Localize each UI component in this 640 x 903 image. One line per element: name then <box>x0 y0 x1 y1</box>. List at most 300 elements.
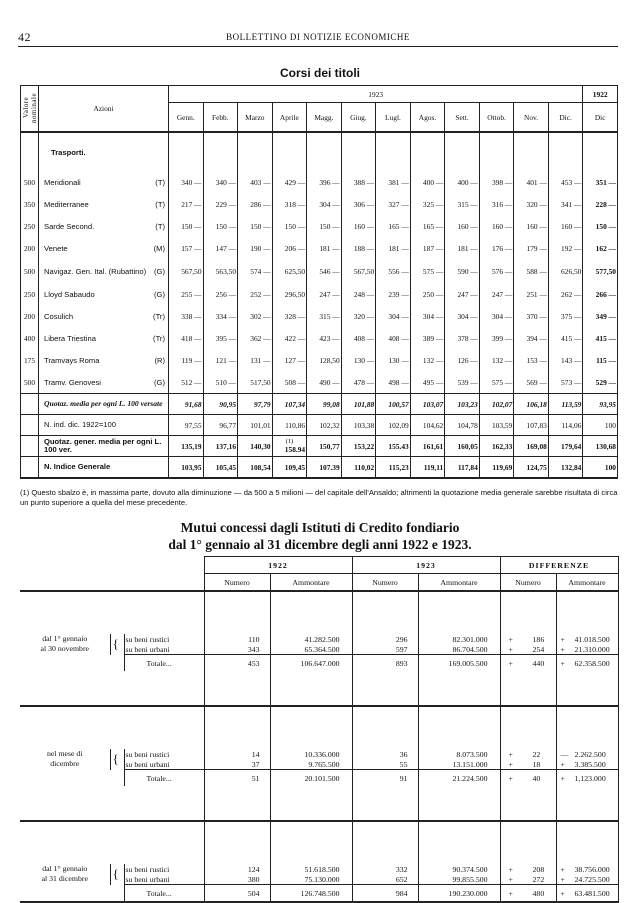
summary-value: 103,95 <box>181 462 202 472</box>
month-header: Dic. <box>548 103 583 133</box>
group-1922: 1922 <box>204 557 352 574</box>
stock-name <box>39 215 169 237</box>
price-cell: 130 — <box>341 349 376 371</box>
ammontare-diff <box>556 759 618 770</box>
stock-row <box>21 305 618 327</box>
summary-label: N. ind. dic. 1922=100 <box>39 415 169 436</box>
summary-value: 110,02 <box>354 462 375 472</box>
valore-cell: 500 <box>21 371 39 394</box>
price-cell: 375 — <box>548 305 583 327</box>
blank-corner <box>20 557 204 592</box>
spacer-row <box>20 821 618 864</box>
diff-sign: + <box>508 874 513 884</box>
valore-cell: 250 <box>21 283 39 305</box>
price-cell: 126 — <box>445 349 480 371</box>
price-cell: 252 — <box>238 283 273 305</box>
stock-name <box>39 371 169 394</box>
summary-value: 103,38 <box>353 420 375 430</box>
spacer-row <box>20 591 618 634</box>
diff-sign: + <box>560 759 565 769</box>
loan-kind: su beni urbani <box>124 759 204 770</box>
ammontare-1922: 51.618.500 <box>270 864 352 874</box>
numero-1922: 51 <box>204 770 270 787</box>
stock-exchange-code: (Tr) <box>153 311 165 321</box>
price-cell: 539 — <box>445 371 480 394</box>
summary-cell <box>445 457 480 479</box>
summary-value: 107.39 <box>319 462 340 472</box>
summary-cell <box>307 415 342 436</box>
valore-cell: 200 <box>21 305 39 327</box>
summary-value: 107,83 <box>526 420 547 430</box>
summary-value: 130,68 <box>595 441 616 451</box>
price-cell: 176 — <box>479 237 514 259</box>
diff-value: 18 <box>532 759 541 769</box>
price-cell: 453 — <box>548 171 583 193</box>
price-cell: 247 — <box>479 283 514 305</box>
price-cell: 206 — <box>272 237 307 259</box>
summary-value: 137,16 <box>215 441 237 451</box>
summary-value: 114,06 <box>561 420 582 430</box>
summary-cell <box>307 394 342 415</box>
price-cell: 160 — <box>341 215 376 237</box>
summary-cell <box>548 415 583 436</box>
ammontare-diff <box>556 655 618 672</box>
stock-name-text: Navigaz. Gen. Ital. (Rubattino) <box>44 266 147 276</box>
ammontare-1923: 13.151.000 <box>418 759 500 770</box>
diff-value: 440 <box>532 658 545 668</box>
summary-cell <box>307 436 342 457</box>
summary-cell <box>272 436 307 457</box>
price-cell: 239 — <box>376 283 411 305</box>
price-cell: 381 — <box>376 171 411 193</box>
section-row <box>21 132 618 171</box>
price-cell: 316 — <box>479 193 514 215</box>
price-cell: 248 — <box>341 283 376 305</box>
summary-value: 119,11 <box>423 462 444 472</box>
header-rule <box>18 46 618 47</box>
price-cell: 304 — <box>479 305 514 327</box>
period-label <box>20 864 110 885</box>
ammontare-1922: 65.364.500 <box>270 644 352 655</box>
price-cell: 132 — <box>410 349 445 371</box>
summary-cell <box>238 415 273 436</box>
price-cell: 160 — <box>445 215 480 237</box>
price-cell: 217 — <box>169 193 204 215</box>
ammontare-1922: 75.130.000 <box>270 874 352 885</box>
ammontare-1922: 126.748.500 <box>270 885 352 903</box>
summary-cell <box>479 436 514 457</box>
price-cell: 546 — <box>307 259 342 283</box>
group-differenze: DIFFERENZE <box>500 557 618 574</box>
summary-cell <box>514 436 549 457</box>
loan-row <box>20 770 618 787</box>
stock-row <box>21 327 618 349</box>
summary-row <box>21 457 618 479</box>
summary-value: 150,77 <box>319 441 340 451</box>
loan-row <box>20 634 618 644</box>
table2-title <box>0 519 640 553</box>
price-cell: 398 — <box>479 171 514 193</box>
summary-value: 96,77 <box>219 420 237 430</box>
diff-sign: + <box>560 634 565 644</box>
summary-value: 100,57 <box>388 399 409 409</box>
numero-1923: 55 <box>352 759 418 770</box>
stock-row <box>21 237 618 259</box>
price-cell: 370 — <box>514 305 549 327</box>
summary-cell <box>479 457 514 479</box>
summary-value: 110,86 <box>285 420 306 430</box>
price-cell: 262 — <box>548 283 583 305</box>
summary-value: 101,88 <box>353 399 375 409</box>
summary-cell <box>341 436 376 457</box>
stock-name-text: Sarde Second. <box>44 221 95 231</box>
numero-1923: 91 <box>352 770 418 787</box>
stock-name-text: Mediterranee <box>44 199 89 209</box>
price-cell: 395 — <box>203 327 238 349</box>
stock-name-text: Libera Triestina <box>44 333 96 343</box>
spacer-row <box>20 706 618 749</box>
price-cell: 567,50 <box>169 259 204 283</box>
stock-prices-body <box>21 132 618 478</box>
valore-cell: 350 <box>21 193 39 215</box>
ammontare-diff <box>556 644 618 655</box>
summary-value: 119,69 <box>492 462 513 472</box>
price-cell: 498 — <box>376 371 411 394</box>
diff-sign: + <box>560 864 565 874</box>
summary-label: Quotaz. gener. media per ogni L. 100 ver. <box>39 436 169 457</box>
valore-cell: 175 <box>21 349 39 371</box>
stock-name <box>39 171 169 193</box>
diff-value: 272 <box>532 874 545 884</box>
diff-value: 41.018.500 <box>574 634 610 644</box>
summary-value: 103,23 <box>457 399 478 409</box>
price-cell: 304 — <box>445 305 480 327</box>
diff-sign: + <box>508 773 513 783</box>
ammontare-diff <box>556 864 618 874</box>
price-cell: 378 — <box>445 327 480 349</box>
ammontare-diff <box>556 749 618 759</box>
loan-kind: Totale... <box>124 885 204 903</box>
month-header: Febb. <box>203 103 238 133</box>
diff-sign: + <box>560 874 565 884</box>
diff-sign: + <box>560 658 565 668</box>
summary-label: Quotaz. media per ogni L. 100 versate <box>39 394 169 415</box>
diff-value: 38.756.000 <box>574 864 610 874</box>
price-cell: 150 — <box>583 215 618 237</box>
col-valore-nominale: Valore nominale <box>21 86 39 133</box>
numero-1922: 124 <box>204 864 270 874</box>
stock-name <box>39 305 169 327</box>
stock-exchange-code: (T) <box>155 177 165 187</box>
price-cell: 338 — <box>169 305 204 327</box>
summary-cell <box>514 415 549 436</box>
stock-exchange-code: (G) <box>154 266 165 276</box>
numero-diff <box>500 770 556 787</box>
price-cell: 255 — <box>169 283 204 305</box>
price-cell: 478 — <box>341 371 376 394</box>
period-label <box>20 749 110 770</box>
stock-row <box>21 215 618 237</box>
numero-diff <box>500 864 556 874</box>
price-cell: 408 — <box>376 327 411 349</box>
summary-value: 155.43 <box>388 441 409 451</box>
summary-value: 104,78 <box>457 420 478 430</box>
price-cell: 423 — <box>307 327 342 349</box>
diff-sign: + <box>508 634 513 644</box>
stock-name <box>39 237 169 259</box>
price-cell: 165 — <box>410 215 445 237</box>
summary-cell <box>376 457 411 479</box>
sub-ammontare-diff: Ammontare <box>556 574 618 592</box>
numero-1922: 504 <box>204 885 270 903</box>
stock-row <box>21 171 618 193</box>
diff-sign: + <box>508 888 513 898</box>
stock-name-text: Lloyd Sabaudo <box>44 289 95 299</box>
price-cell: 325 — <box>410 193 445 215</box>
spacer-row <box>20 671 618 706</box>
price-cell: 422 — <box>272 327 307 349</box>
price-cell: 574 — <box>238 259 273 283</box>
price-cell: 315 — <box>307 305 342 327</box>
price-cell: 327 — <box>376 193 411 215</box>
price-cell: 247 — <box>445 283 480 305</box>
price-cell: 286 — <box>238 193 273 215</box>
price-cell: 362 — <box>238 327 273 349</box>
sub-numero-diff: Numero <box>500 574 556 592</box>
price-cell: 556 — <box>376 259 411 283</box>
price-cell: 328 — <box>272 305 307 327</box>
summary-cell <box>376 436 411 457</box>
price-cell: 394 — <box>514 327 549 349</box>
stock-name <box>39 193 169 215</box>
numero-diff <box>500 749 556 759</box>
brace-glyph: { <box>110 634 124 655</box>
numero-1922: 110 <box>204 634 270 644</box>
price-cell: 160 — <box>514 215 549 237</box>
summary-cell <box>445 436 480 457</box>
ammontare-diff <box>556 874 618 885</box>
ammontare-1923: 86.704.500 <box>418 644 500 655</box>
ammontare-diff <box>556 885 618 903</box>
diff-value: 1,123.000 <box>574 773 606 783</box>
summary-cell <box>410 436 445 457</box>
price-cell: 573 — <box>548 371 583 394</box>
price-cell: 577,50 <box>583 259 618 283</box>
summary-value: 124,75 <box>526 462 547 472</box>
diff-sign: — <box>560 749 569 759</box>
summary-value: 160,05 <box>457 441 478 451</box>
price-cell: 588 — <box>514 259 549 283</box>
month-header: Lugl. <box>376 103 411 133</box>
month-header: Ottob. <box>479 103 514 133</box>
ammontare-1923: 8.073.500 <box>418 749 500 759</box>
brace-glyph: { <box>110 749 124 770</box>
numero-diff <box>500 874 556 885</box>
numero-diff <box>500 644 556 655</box>
month-header: Nov. <box>514 103 549 133</box>
ammontare-1923: 21.224.500 <box>418 770 500 787</box>
summary-cell <box>514 457 549 479</box>
stock-row <box>21 349 618 371</box>
price-cell: 127 — <box>272 349 307 371</box>
summary-row <box>21 394 618 415</box>
price-cell: 388 — <box>341 171 376 193</box>
diff-value: 208 <box>532 864 545 874</box>
numero-1922: 37 <box>204 759 270 770</box>
summary-cell <box>169 415 204 436</box>
price-cell: 229 — <box>203 193 238 215</box>
summary-row <box>21 436 618 457</box>
price-cell: 304 — <box>410 305 445 327</box>
price-cell: 320 — <box>341 305 376 327</box>
summary-cell <box>548 457 583 479</box>
summary-cell <box>272 457 307 479</box>
stock-row <box>21 283 618 305</box>
month-header: Sett. <box>445 103 480 133</box>
numero-1922: 380 <box>204 874 270 885</box>
price-cell: 247 — <box>307 283 342 305</box>
summary-value: 93,95 <box>599 399 616 409</box>
summary-value: 179,64 <box>561 441 582 451</box>
diff-value: 24.725.500 <box>574 874 610 884</box>
price-cell: 162 — <box>583 237 618 259</box>
price-cell: 160 — <box>479 215 514 237</box>
price-cell: 119 — <box>169 349 204 371</box>
numero-1923: 597 <box>352 644 418 655</box>
period-label <box>20 634 110 655</box>
price-cell: 576 — <box>479 259 514 283</box>
valore-cell: 500 <box>21 259 39 283</box>
diff-value: 40 <box>532 773 541 783</box>
price-cell: 302 — <box>238 305 273 327</box>
diff-sign: + <box>508 749 513 759</box>
diff-sign: + <box>560 888 565 898</box>
price-cell: 400 — <box>445 171 480 193</box>
period-label-line2: al 30 novembre <box>40 644 89 654</box>
summary-cell <box>583 457 618 479</box>
summary-value: 117,84 <box>457 462 478 472</box>
loan-kind: Totale... <box>124 655 204 672</box>
stock-row <box>21 193 618 215</box>
stock-name <box>39 259 169 283</box>
summary-cell <box>238 436 273 457</box>
numero-1923: 652 <box>352 874 418 885</box>
price-cell: 147 — <box>203 237 238 259</box>
numero-diff <box>500 655 556 672</box>
summary-cell <box>169 394 204 415</box>
valore-cell: 500 <box>21 171 39 193</box>
price-cell: 306 — <box>341 193 376 215</box>
price-cell: 567,50 <box>341 259 376 283</box>
price-cell: 181 — <box>307 237 342 259</box>
loan-kind: Totale... <box>124 770 204 787</box>
summary-value: 162,33 <box>491 441 513 451</box>
summary-value: 103,07 <box>422 399 444 409</box>
stock-exchange-code: (G) <box>154 289 165 299</box>
price-cell: 181 — <box>445 237 480 259</box>
price-cell: 400 — <box>410 171 445 193</box>
month-header: Marzo <box>238 103 273 133</box>
price-cell: 340 — <box>203 171 238 193</box>
price-cell: 625,50 <box>272 259 307 283</box>
summary-cell <box>479 415 514 436</box>
price-cell: 150 — <box>307 215 342 237</box>
summary-cell <box>583 436 618 457</box>
month-header: Giug. <box>341 103 376 133</box>
summary-value: 108,54 <box>250 462 271 472</box>
price-cell: 132 — <box>479 349 514 371</box>
running-title: BOLLETTINO DI NOTIZIE ECONOMICHE <box>226 32 410 42</box>
year-1923-header: 1923 <box>169 86 583 103</box>
stock-exchange-code: (M) <box>153 243 165 253</box>
stock-exchange-code: (Tr) <box>153 333 165 343</box>
price-cell: 165 — <box>376 215 411 237</box>
period-label-line1: dal 1° gennaio <box>42 864 88 874</box>
mortgage-loans-body <box>20 591 618 902</box>
month-header: Agos. <box>410 103 445 133</box>
summary-cell <box>169 457 204 479</box>
summary-cell <box>514 394 549 415</box>
month-header: Aprile <box>272 103 307 133</box>
price-cell: 575 — <box>479 371 514 394</box>
price-cell: 396 — <box>307 171 342 193</box>
sub-ammontare-1923: Ammontare <box>418 574 500 592</box>
summary-cell <box>169 436 204 457</box>
price-cell: 340 — <box>169 171 204 193</box>
price-cell: 399 — <box>479 327 514 349</box>
period-label-line1: dal 1° gennaio <box>42 634 88 644</box>
loan-kind: su beni urbani <box>124 874 204 885</box>
summary-value: 106,18 <box>526 399 547 409</box>
price-cell: 517,50 <box>238 371 273 394</box>
month-header: Magg. <box>307 103 342 133</box>
diff-value: 62.358.500 <box>574 658 610 668</box>
price-cell: 626,50 <box>548 259 583 283</box>
stock-exchange-code: (G) <box>154 377 165 387</box>
summary-cell <box>203 415 238 436</box>
numero-1923: 36 <box>352 749 418 759</box>
numero-1922: 453 <box>204 655 270 672</box>
ammontare-1923: 82.301.000 <box>418 634 500 644</box>
valore-cell: 400 <box>21 327 39 349</box>
price-cell: 188 — <box>341 237 376 259</box>
price-cell: 115 — <box>583 349 618 371</box>
price-cell: 351 — <box>583 171 618 193</box>
summary-cell <box>203 436 238 457</box>
summary-cell <box>272 394 307 415</box>
price-cell: 150 — <box>203 215 238 237</box>
summary-value: 169,08 <box>526 441 547 451</box>
stock-name-text: Tramvays Roma <box>44 355 100 365</box>
page-number: 42 <box>18 30 31 44</box>
summary-cell <box>341 457 376 479</box>
summary-value: 153,22 <box>353 441 375 451</box>
valore-cell: 200 <box>21 237 39 259</box>
diff-sign: + <box>508 658 513 668</box>
loan-row <box>20 864 618 874</box>
diff-sign: + <box>508 759 513 769</box>
stock-prices-table <box>20 85 618 479</box>
stock-name-text: Venete <box>44 243 68 253</box>
price-cell: 128,50 <box>307 349 342 371</box>
ammontare-diff <box>556 634 618 644</box>
summary-value: 158.94 <box>284 444 306 454</box>
mortgage-loans-table <box>20 556 619 903</box>
price-cell: 315 — <box>445 193 480 215</box>
group-1923: 1923 <box>352 557 500 574</box>
brace-glyph: { <box>110 864 124 885</box>
price-cell: 318 — <box>272 193 307 215</box>
